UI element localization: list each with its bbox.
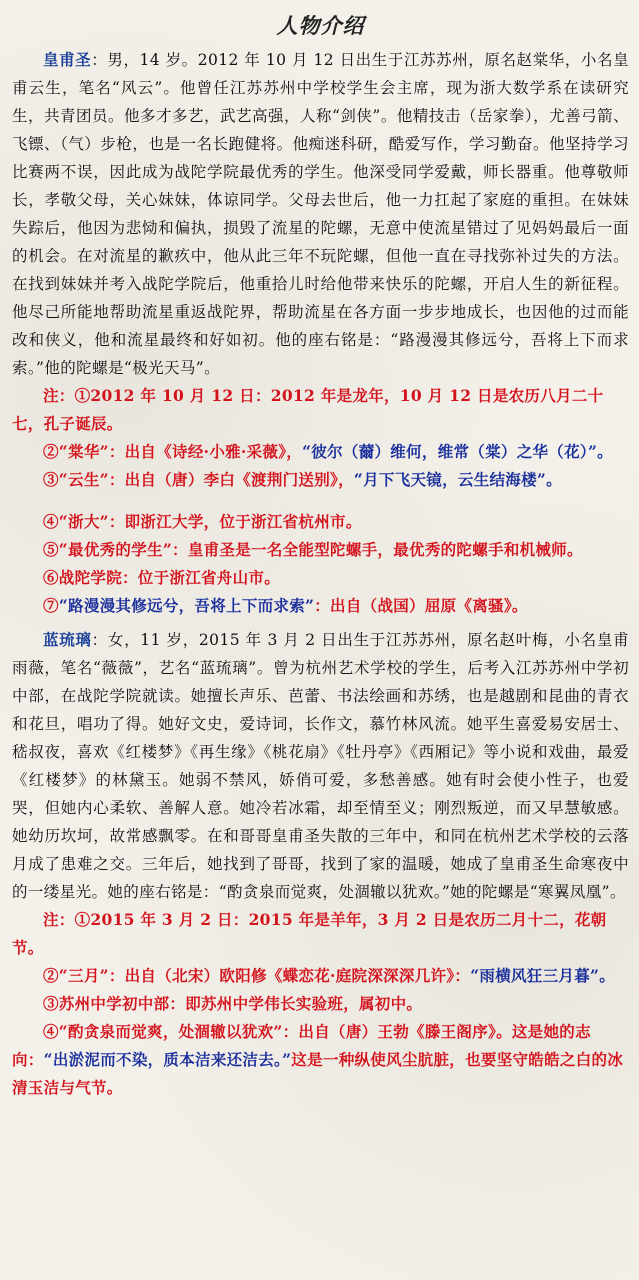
character-section-2 (12, 626, 629, 1102)
character-paragraph (12, 46, 629, 382)
note-quote: “出淤泥而不染，质本洁来还洁去。” (43, 1050, 292, 1069)
note-text: ④“浙大”：即浙江大学，位于浙江省杭州市。 (43, 512, 362, 531)
note-4 (12, 508, 629, 536)
note-text: 注：①2012 年 10 月 12 日：2012 年是龙年，10 月 12 日是农历八月二十七，孔子诞辰。 (12, 386, 604, 433)
note-6 (12, 564, 629, 592)
character-description: ：女，11 岁，2015 年 3 月 2 日出生于江苏苏州，原名赵叶梅，小名皇甫雨薇，笔名“薇薇”，艺名“蓝琉璃”。曾为杭州艺术学校的学生，后考入江苏苏州中学初中部，在战陀学院就读。她擅长声乐、芭蕾、书法绘画和苏绣，也是越剧和昆曲的青衣和花旦，唱功了得。她好文史，爱诗词，长作文，慕竹林风流。她平生喜爱易安居士、嵇叔夜，喜欢《红楼梦》《再生缘》《桃花扇》《牡丹亭》《西厢记》等小说和戏曲，最爱《红楼梦》的林黛玉。她弱不禁风，娇俏可爱，多愁善感。她有时会使小性子，也爱哭，但她内心柔软、善解人意。她冷若冰霜，却至情至义；刚烈叛逆，而又早慧敏感。她幼历坎坷，故常感飘零。在和哥哥皇甫圣失散的三年中，和同在杭州艺术学校的云落月成了患难之交。三年后，她找到了哥哥，找到了家的温暖，她成了皇甫圣生命寒夜中的一缕星光。她的座右铭是：“酌贪泉而觉爽，处涸辙以犹欢。”她的陀螺是“寒翼凤凰”。 (12, 631, 629, 901)
note-1 (12, 382, 629, 438)
character-name: 皇甫圣 (43, 50, 92, 69)
note-5 (12, 536, 629, 564)
note-text: ③苏州中学初中部：即苏州中学伟长实验班，属初中。 (43, 994, 423, 1013)
note-text: ②“棠华”：出自《诗经·小雅·采薇》， (43, 442, 303, 461)
note-text: ⑥战陀学院：位于浙江省舟山市。 (43, 568, 281, 587)
note-3 (12, 466, 629, 494)
note-quote: “雨横风狂三月暮”。 (470, 966, 616, 985)
note-quote: “路漫漫其修远兮，吾将上下而求索” (58, 596, 315, 615)
note-text: 注：①2015 年 3 月 2 日：2015 年是羊年，3 月 2 日是农历二月十二，花朝节。 (12, 910, 607, 957)
note-quote: “月下飞天镜，云生结海楼”。 (353, 470, 562, 489)
character-description: ：男，14 岁。2012 年 10 月 12 日出生于江苏苏州，原名赵棠华，小名皇甫云生，笔名“风云”。他曾任江苏苏州中学校学生会主席，现为浙大数学系在读研究生，共青团员。他多才多艺，武艺高强，人称“剑侠”。他精技击（岳家拳），尤善弓箭、飞镖、（气）步枪，也是一名长跑健将。他痴迷科研，酷爱写作，学习勤奋。他坚持学习比赛两不误，因此成为战陀学院最优秀的学生。他深受同学爱戴，师长器重。他尊敬师长，孝敬父母，关心妹妹，体谅同学。父母去世后，他一力扛起了家庭的重担。在妹妹失踪后，他因为悲恸和偏执，损毁了流星的陀螺，无意中使流星错过了见妈妈最后一面的机会。在对流星的歉疚中，他从此三年不玩陀螺，但他一直在寻找弥补过失的方法。在找到妹妹并考入战陀学院后，他重拾儿时给他带来快乐的陀螺，开启人生的新征程。他尽己所能地帮助流星重返战陀界，帮助流星在各方面一步步地成长，也因他的过而能改和侠义，他和流星最终和好如初。他的座右铭是：“路漫漫其修远兮，吾将上下而求索。”他的陀螺是“极光天马”。 (12, 51, 629, 377)
note-text: ⑤“最优秀的学生”：皇甫圣是一名全能型陀螺手，最优秀的陀螺手和机械师。 (43, 540, 583, 559)
page-title: 人物介绍 (276, 14, 365, 38)
note-2 (12, 438, 629, 466)
note-3 (12, 990, 629, 1018)
character-section-1 (12, 46, 629, 620)
note-quote: “彼尔（薾）维何，维常（棠）之华（花）”。 (302, 442, 613, 461)
character-paragraph (12, 626, 629, 906)
note-text: ②“三月”：出自（北宋）欧阳修《蝶恋花·庭院深深深几许》： (43, 966, 471, 985)
note-number: ⑦ (43, 596, 59, 615)
note-text: ：出自（战国）屈原《离骚》。 (314, 596, 528, 615)
note-1 (12, 906, 629, 962)
note-4 (12, 1018, 629, 1102)
note-text-continued: 这是一种纵使风尘肮脏，也要坚守皓皓之白的冰清玉洁与气节。 (12, 1050, 624, 1097)
note-2 (12, 962, 629, 990)
note-text: ③“云生”：出自（唐）李白《渡荆门送别》， (43, 470, 354, 489)
note-text: ④“酌贪泉而觉爽，处涸辙以犹欢”：出自（唐）王勃《滕王阁序》。这是她的志向： (12, 1022, 591, 1069)
note-7 (12, 592, 629, 620)
character-name: 蓝琉璃 (43, 630, 92, 649)
